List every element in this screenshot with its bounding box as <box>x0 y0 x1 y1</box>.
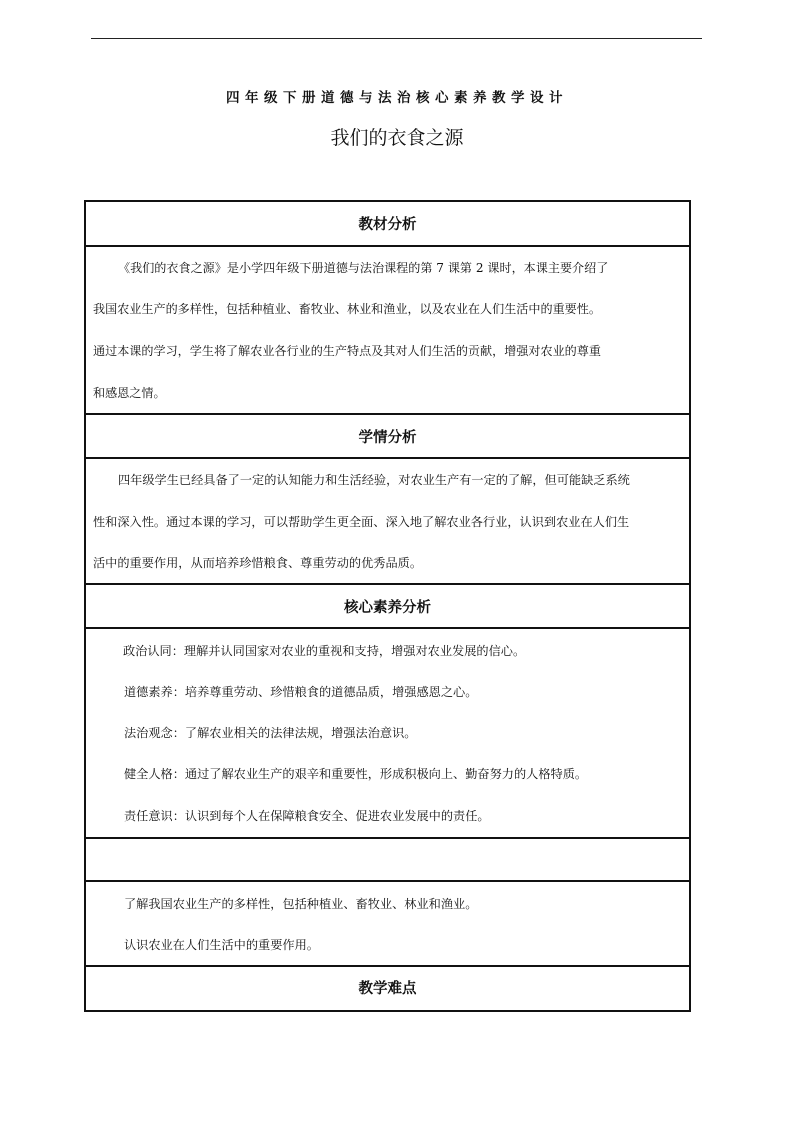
core-literacy-item: 法治观念：了解农业相关的法律法规，增强法治意识。 <box>124 726 417 740</box>
section-heading-student-analysis: 学情分析 <box>358 429 417 446</box>
paragraph-line: 《我们的衣食之源》是小学四年级下册道德与法治课程的第 7 课第 2 课时，本课主要介绍了 <box>118 261 609 275</box>
lesson-title: 我们的衣食之源 <box>330 127 464 149</box>
core-literacy-item: 责任意识：认识到每个人在保障粮食安全、促进农业发展中的责任。 <box>124 809 490 823</box>
paragraph-line: 性和深入性。通过本课的学习，可以帮助学生更全面、深入地了解农业各行业，认识到农业在人们生 <box>93 515 630 529</box>
document-title: 四年级下册道德与法治核心素养教学设计 <box>226 90 568 106</box>
section-heading-textbook-analysis: 教材分析 <box>358 217 417 233</box>
core-literacy-item: 政治认同：理解并认同国家对农业的重视和支持，增强对农业发展的信心。 <box>123 644 526 658</box>
table-divider <box>86 880 689 882</box>
section-heading-key-points <box>86 839 689 880</box>
paragraph-line: 通过本课的学习，学生将了解农业各行业的生产特点及其对人们生活的贡献，增强对农业的尊重 <box>93 344 601 358</box>
table-divider <box>86 457 689 459</box>
section-heading-difficult-points: 教学难点 <box>358 981 417 997</box>
paragraph-line: 活中的重要作用，从而培养珍惜粮食、尊重劳动的优秀品质。 <box>93 556 423 570</box>
table-divider <box>86 627 689 629</box>
header-rule <box>91 38 702 39</box>
key-point-item: 了解我国农业生产的多样性，包括种植业、畜牧业、林业和渔业。 <box>124 897 478 911</box>
lesson-plan-table <box>84 200 691 1012</box>
paragraph-line: 四年级学生已经具备了一定的认知能力和生活经验，对农业生产有一定的了解，但可能缺乏系统 <box>118 473 630 487</box>
key-point-item: 认识农业在人们生活中的重要作用。 <box>124 938 319 952</box>
paragraph-line: 我国农业生产的多样性，包括种植业、畜牧业、林业和渔业，以及农业在人们生活中的重要性。 <box>93 302 601 316</box>
core-literacy-item: 道德素养：培养尊重劳动、珍惜粮食的道德品质，增强感恩之心。 <box>124 685 478 699</box>
paragraph-line: 和感恩之情。 <box>93 386 166 400</box>
core-literacy-item: 健全人格：通过了解农业生产的艰辛和重要性，形成积极向上、勤奋努力的人格特质。 <box>124 767 588 781</box>
table-divider <box>86 245 689 247</box>
section-heading-core-literacy: 核心素养分析 <box>344 599 431 616</box>
